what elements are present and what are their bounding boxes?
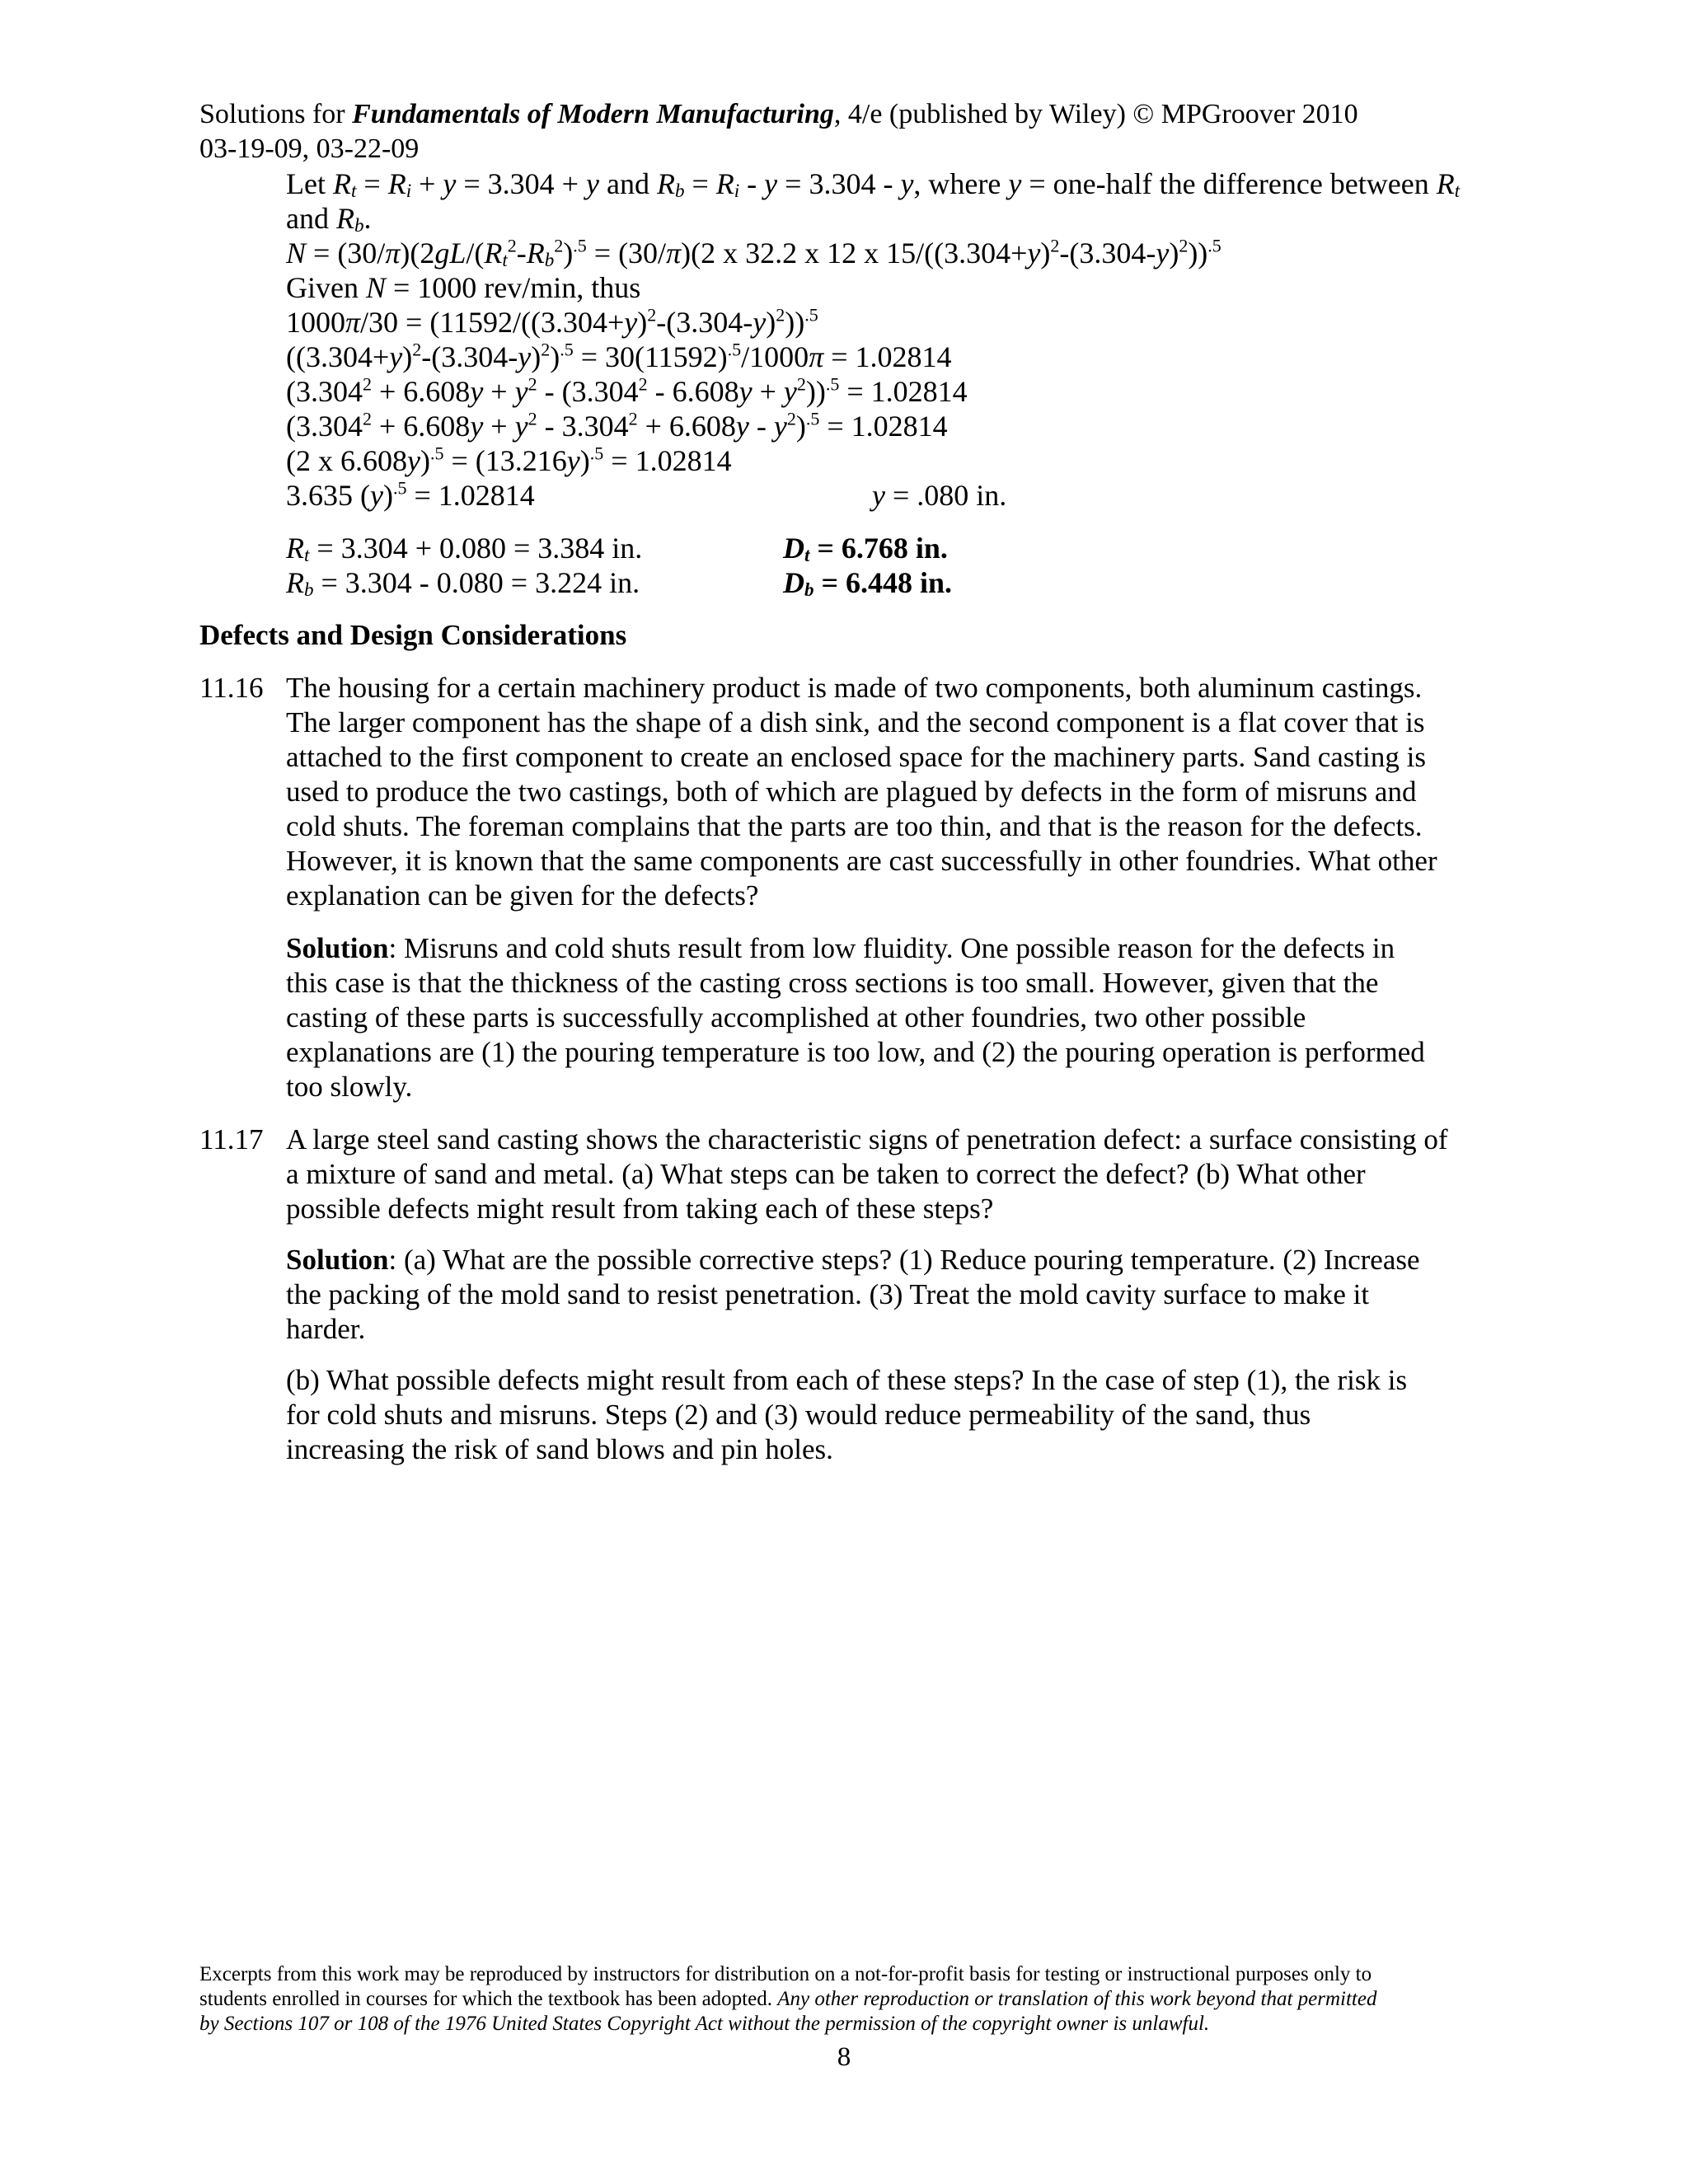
page-header bbox=[199, 97, 1358, 166]
header-dates: 03-19-09, 03-22-09 bbox=[199, 134, 420, 164]
problem-line: possible defects might result from taking each of these steps? bbox=[286, 1193, 994, 1225]
derivation-given: Given N = 1000 rev/min, thus bbox=[286, 271, 641, 304]
derivation-eq-6: (2 x $6.608y)^{.5} = (13.216y)^{.5} = 1.02814$ bbox=[286, 443, 732, 477]
derivation-let-line-1: Let $R_t = R_i + y = 3.304 + y$ and $R_b = R_i - y = 3.304 - y$, where y = one-half the difference between $R_t$ bbox=[286, 167, 1461, 202]
derivation-eq-7: 3.635 $(y)^{.5} = 1.02814$ bbox=[286, 477, 535, 512]
problem-line: The larger component has the shape of a dish sink, and the second component is a flat cover that is bbox=[286, 706, 1425, 738]
solution-line: too slowly. bbox=[286, 1071, 413, 1103]
problem-line: The housing for a certain machinery product is made of two components, both aluminum castings. bbox=[286, 672, 1423, 704]
solution-line: the packing of the mold sand to resist penetration. (3) Treat the mold cavity surface to make it bbox=[286, 1278, 1370, 1310]
problem-number: 11.17 bbox=[199, 1123, 264, 1155]
solution-line: this case is that the thickness of the casting cross sections is too small. However, given that the bbox=[286, 967, 1379, 999]
problem-line: used to produce the two castings, both of which are plagued by defects in the form of misruns and bbox=[286, 776, 1417, 808]
problem-line: attached to the first component to create an enclosed space for the machinery parts. Sand casting is bbox=[286, 741, 1426, 773]
rb-result: $R_b = 3.304 - 0.080 = 3.224$ in. bbox=[286, 566, 640, 601]
copyright-footer bbox=[199, 1962, 1502, 2036]
dt-result: $D_t = 6.768$ in. bbox=[783, 532, 948, 566]
y-result: y = .080 in. bbox=[872, 479, 1007, 512]
problem-line: a mixture of sand and metal. (a) What steps can be taken to correct the defect? (b) What other bbox=[286, 1158, 1366, 1190]
footer-line: Excerpts from this work may be reproduced by instructors for distribution on a not-for-profit basis for testing or instructional purposes only to bbox=[199, 1963, 1372, 1985]
derivation-eq-2: $1000\pi/30 = (11592/((3.304+y)^2-(3.304-y)^2))^{.5}$ bbox=[286, 304, 818, 339]
solution-line: casting of these parts is successfully accomplished at other foundries, two other possible bbox=[286, 1001, 1306, 1033]
solution-line: Solution: Misruns and cold shuts result from low fluidity. One possible reason for the defects in bbox=[286, 932, 1395, 964]
problem-number: 11.16 bbox=[199, 672, 264, 704]
derivation-eq-4: $(3.304^2 + 6.608y + y^2 - (3.304^2 - 6.608y + y^2))^{.5} = 1.02814$ bbox=[286, 373, 968, 408]
footer-line: students enrolled in courses for which the textbook has been adopted. Any other reproduction or translation of this work beyond that permitted bbox=[199, 1988, 1377, 2010]
derivation-eq-1: $N = (30/\pi)(2gL/(R_t^2-R_b^2)^{.5} = (30/\pi)(2$ x 32.2 x 12 x $15/((3.304+y)^2-(3.304-y)^2))^{.5}$ bbox=[286, 235, 1221, 271]
solution-line: Solution: (a) What are the possible corrective steps? (1) Reduce pouring temperature. (2) Increase bbox=[286, 1244, 1420, 1276]
problem-line: A large steel sand casting shows the characteristic signs of penetration defect: a surface consisting of bbox=[286, 1123, 1448, 1155]
page-number: 8 bbox=[837, 2042, 851, 2072]
problem-line: cold shuts. The foreman complains that the parts are too thin, and that is the reason for the defects. bbox=[286, 810, 1423, 842]
solution-line: (b) What possible defects might result from each of these steps? In the case of step (1), the risk is bbox=[286, 1364, 1408, 1396]
solution-label: Solution bbox=[286, 1244, 389, 1276]
solution-11-17-part-b bbox=[286, 1363, 1502, 1467]
problem-line: explanation can be given for the defects? bbox=[286, 879, 759, 912]
solution-label: Solution bbox=[286, 932, 389, 964]
problem-text bbox=[286, 671, 1522, 913]
header-title-line bbox=[199, 97, 1358, 132]
book-title: Fundamentals of Modern Manufacturing bbox=[352, 99, 834, 129]
solution-line: harder. bbox=[286, 1313, 366, 1345]
solution-line: increasing the risk of sand blows and pin holes. bbox=[286, 1433, 833, 1465]
problem-line: However, it is known that the same components are cast successfully in other foundries. What other bbox=[286, 845, 1437, 877]
derivation-let-line-2: and $R_b$. bbox=[286, 202, 372, 237]
derivation-eq-5: $(3.304^2 + 6.608y + y^2 - 3.304^2 + 6.608y - y^2)^{.5} = 1.02814$ bbox=[286, 408, 948, 443]
solution-11-17 bbox=[286, 1243, 1502, 1347]
section-heading: Defects and Design Considerations bbox=[199, 619, 627, 651]
db-result: $D_b = 6.448$ in. bbox=[783, 566, 953, 601]
solution-11-16 bbox=[286, 931, 1502, 1104]
problem-text bbox=[286, 1122, 1522, 1226]
footer-line: by Sections 107 or 108 of the 1976 United States Copyright Act without the permission of the copyright owner is unlawful. bbox=[199, 2013, 1210, 2035]
derivation-eq-3: $((3.304+y)^2-(3.304-y)^2)^{.5} = 30(11592)^{.5}/1000\pi = 1.02814$ bbox=[286, 339, 952, 373]
solution-line: explanations are (1) the pouring temperature is too low, and (2) the pouring operation is performed bbox=[286, 1036, 1425, 1068]
header-prefix: Solutions for bbox=[199, 99, 353, 129]
solution-line: for cold shuts and misruns. Steps (2) and (3) would reduce permeability of the sand, thus bbox=[286, 1399, 1311, 1431]
header-suffix: , 4/e (published by Wiley) © MPGroover 2010 bbox=[833, 99, 1358, 129]
rt-result: $R_t = 3.304 + 0.080 = 3.384$ in. bbox=[286, 532, 643, 566]
